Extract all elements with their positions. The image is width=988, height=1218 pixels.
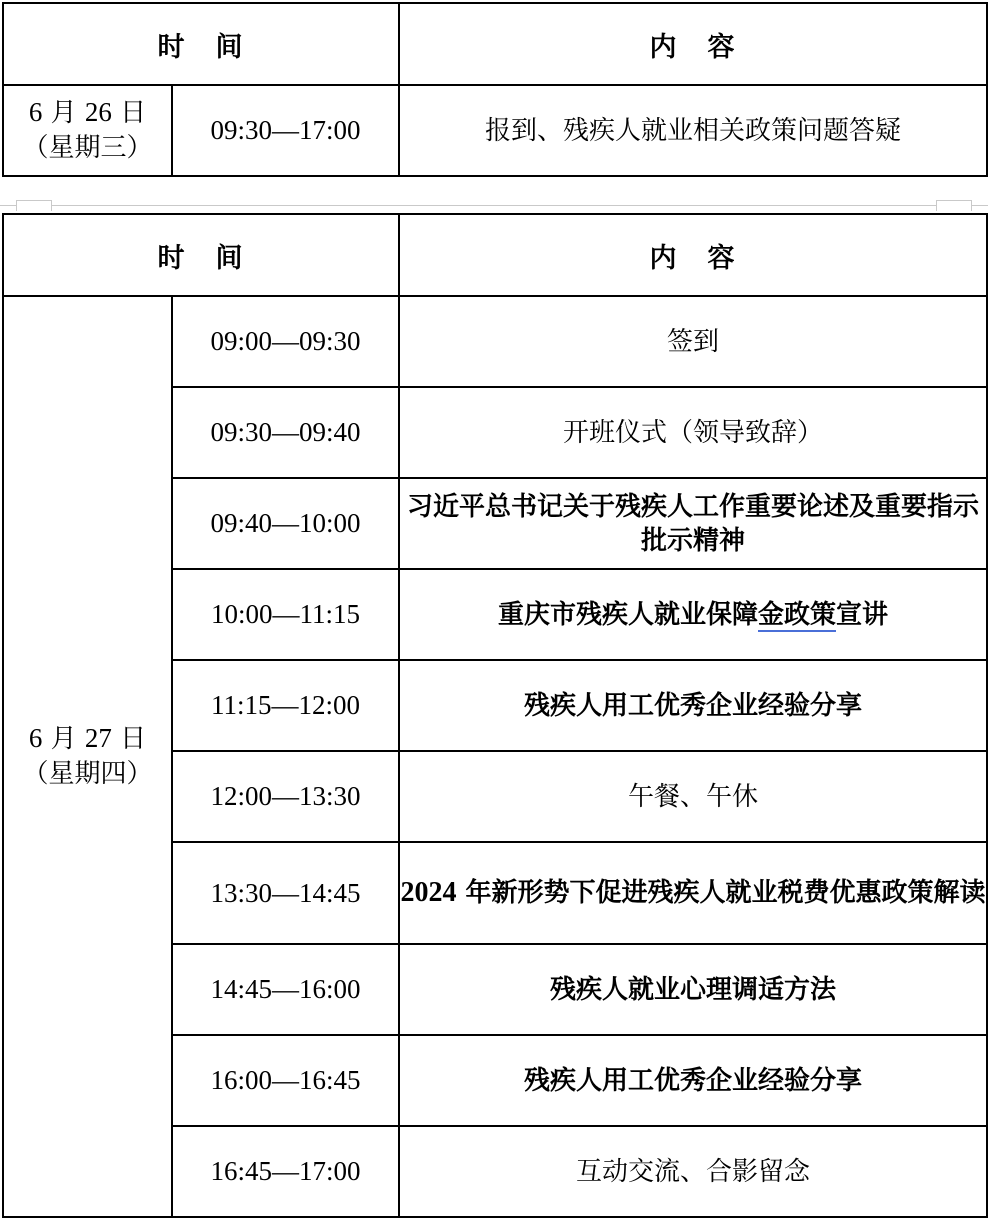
content-cell [399,842,987,944]
underlined-text: 金政策 [757,599,836,630]
content-cell [399,569,987,660]
date-month-label: 月 [42,98,85,128]
left-margin-mark [16,200,52,211]
time-cell: 16:00—16:45 [172,1035,399,1126]
header-content: 内 容 [399,3,987,85]
date-cell [3,296,172,1217]
separator-line [0,205,988,206]
page-break-separator [0,200,988,212]
year-number: 2024 [400,877,457,908]
time-cell: 09:40—10:00 [172,478,399,569]
weekday-label: （星期四） [22,759,153,789]
table-header-row [3,3,987,85]
weekday-label: （星期三） [22,133,153,163]
date-month: 6 [28,723,43,753]
date-day: 26 [84,97,112,127]
right-margin-mark [936,200,972,211]
content-cell: 签到 [399,296,987,387]
table-row [3,85,987,176]
content-cell: 习近平总书记关于残疾人工作重要论述及重要指示批示精神 [399,478,987,569]
content-cell: 报到、残疾人就业相关政策问题答疑 [399,85,987,176]
header-content: 内 容 [399,214,987,296]
time-cell: 09:00—09:30 [172,296,399,387]
time-cell: 13:30—14:45 [172,842,399,944]
header-time: 时 间 [3,214,399,296]
content-cell: 残疾人就业心理调适方法 [399,944,987,1035]
content-text: 年新形势下促进残疾人就业税费优惠政策解读 [456,878,986,908]
content-cell: 互动交流、合影留念 [399,1126,987,1217]
time-cell: 09:30—09:40 [172,387,399,478]
time-cell: 09:30—17:00 [172,85,399,176]
time-cell: 11:15—12:00 [172,660,399,751]
date-day-label: 日 [111,724,147,754]
date-day: 27 [84,723,112,753]
schedule-table-day2 [2,213,988,1218]
content-cell: 残疾人用工优秀企业经验分享 [399,1035,987,1126]
time-cell: 10:00—11:15 [172,569,399,660]
schedule-table-day1 [2,2,988,177]
date-cell [3,85,172,176]
table-header-row [3,214,987,296]
date-line [4,721,171,757]
table-row [3,296,987,387]
content-text: 重庆市残疾人就业保障 [497,599,758,630]
date-month: 6 [28,97,43,127]
time-cell: 16:45—17:00 [172,1126,399,1217]
date-day-label: 日 [111,98,147,128]
header-time: 时 间 [3,3,399,85]
time-cell: 12:00—13:30 [172,751,399,842]
date-line [4,95,171,131]
date-month-label: 月 [42,724,85,754]
content-cell: 开班仪式（领导致辞） [399,387,987,478]
content-cell: 残疾人用工优秀企业经验分享 [399,660,987,751]
content-cell: 午餐、午休 [399,751,987,842]
content-text-end: 宣讲 [836,599,889,630]
time-cell: 14:45—16:00 [172,944,399,1035]
